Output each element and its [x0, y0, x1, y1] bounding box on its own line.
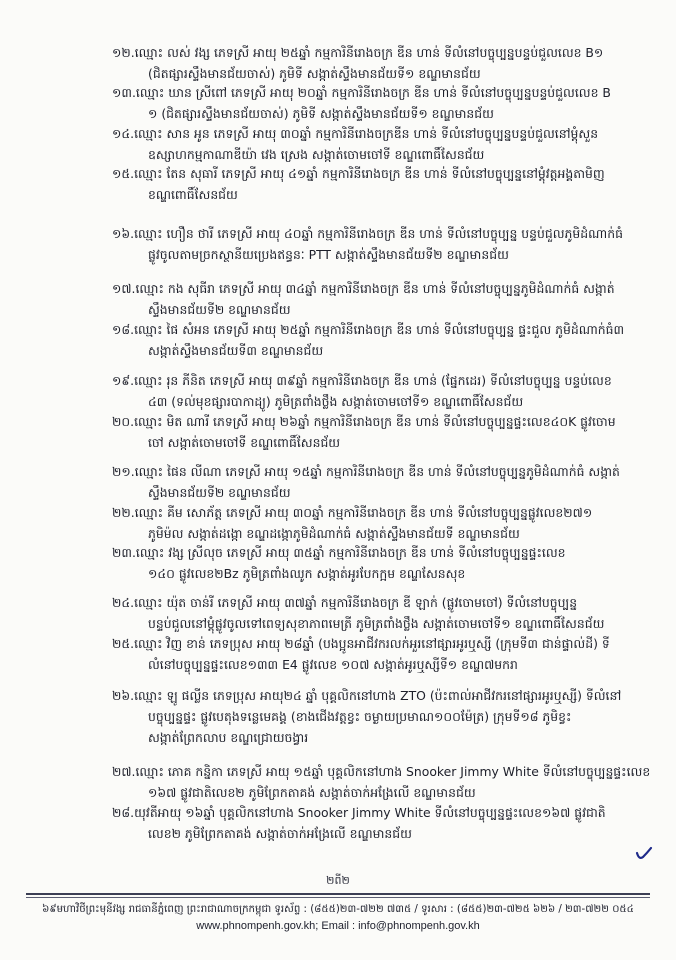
list-item-continuation: លេខ២ ភូមិព្រែកតាគង់ សង្កាត់ចាក់អង្រែលើ ខណ្ឌមានជ័យ — [148, 826, 412, 841]
list-item-text: ១៧.ឈ្មោះ កង សុធីរា ភេទស្រី អាយុ ៣៤ឆ្នាំ កម្មការិនីរោងចក្រ ឌីន ហាន់ ទីលំនៅបច្ចុប្បន្នភូមិដំណាក់ធំ សង្កាត់ — [112, 281, 615, 296]
list-item-text: ១៥.ឈ្មោះ តែន សុធារី ភេទស្រី អាយុ ៤១ឆ្នាំ កម្មការិនីរោងចក្រ ឌីន ហាន់ ទីលំនៅបច្ចុប្បន្ននៅម្តុំវត្តអង្គតាមិញ — [112, 166, 605, 181]
page-number: ២ពី២ — [326, 874, 350, 887]
list-item-text: ១៣.ឈ្មោះ ឃាន ស្រីពៅ ភេទស្រី អាយុ ២០ឆ្នាំ កម្មការិនីរោងចក្រ ឌីន ហាន់ ទីលំនៅបច្ចុប្បន្នបន្ទប់ជួលលេខ B — [112, 85, 611, 100]
list-item-continuation: ១ (ជិតផ្សារស្ទឹងមានជ័យចាស់) ភូមិទី សង្កាត់ស្ទឹងមានជ័យទី១ ខណ្ឌមានជ័យ — [148, 106, 494, 121]
list-item-continuation: ខណ្ឌពោធិ៍សែនជ័យ — [148, 187, 238, 202]
list-item — [112, 370, 652, 412]
list-item — [112, 163, 652, 205]
footer-address: ៦៩មហាវិថីព្រះមុនីវង្ស រាជធានីភ្នំពេញ ព្រះរាជាណាចក្រកម្ពុជា ទូរស័ព្ទ : (៨៥៥)២៣-៧២២ ៧៣៥ / ទូរសារ : (៨៥៥)២៣-៧២៥ ៦២៦ / ២៣-៧២២ ០៥៤ — [42, 904, 634, 915]
list-item-text: ២៣.ឈ្មោះ វង្ស ស្រីលុច ភេទស្រី អាយុ ៣៥ឆ្នាំ កម្មការិនីរោងចក្រ ឌីន ហាន់ ទីលំនៅបច្ចុប្បន្នផ្ទះលេខ — [112, 545, 566, 560]
list-item-continuation: ១៦៧ ផ្លូវជាតិលេខ២ ភូមិព្រែកតាគង់ សង្កាត់ចាក់អង្រែលើ ខណ្ឌមានជ័យ — [148, 785, 476, 800]
list-item — [112, 502, 652, 544]
list-item — [112, 278, 652, 320]
list-item-continuation: សង្កាត់ស្ទឹងមានជ័យទី៣ ខណ្ឌមានជ័យ — [148, 343, 324, 358]
list-item-continuation: បច្ចុប្បន្នផ្ទះ ផ្លូវបេតុងទន្លេមេគង្គ (ខាងជើងវត្តខ្វះ ចម្ងាយប្រមាណ១០០ម៉ែត្រ) ក្រុមទី១៨ ភូមិខ្វះ — [148, 709, 572, 724]
list-item-continuation: ផ្លូវចូលតាមច្រកស្ថានីយប្រេងឥន្ធនៈ PTT សង្កាត់ស្ទឹងមានជ័យទី២ ខណ្ឌមានជ័យ — [148, 247, 509, 262]
list-item — [112, 685, 652, 748]
list-item — [112, 223, 652, 265]
list-item-continuation: ១៤០ ផ្លូវលេខ២Bz ភូមិត្រពាំងឈូក សង្កាត់អូរបែកក្អម ខណ្ឌសែនសុខ — [148, 566, 466, 581]
list-item — [112, 802, 652, 844]
list-item-continuation: សង្កាត់ព្រែកលាប ខណ្ឌជ្រោយចង្វារ — [148, 730, 309, 745]
list-item — [112, 633, 652, 675]
list-item — [112, 82, 652, 124]
list-item-text: ១៤.ឈ្មោះ សាន អូន ភេទស្រី អាយុ ៣០ឆ្នាំ កម្មការិនីរោងចក្រឌីន ហាន់ ទីលំនៅបច្ចុប្បន្នបន្ទប់ជួលនៅម្តុំសួន — [112, 126, 599, 141]
list-item — [112, 42, 652, 84]
list-item-text: ២៧.ឈ្មោះ ភោគ កន្និកា ភេទស្រី អាយុ ១៥ឆ្នាំ បុគ្គលិកនៅហាង Snooker Jimmy White ទីលំនៅបច្ចុប្បន្នផ្ទះលេខ — [112, 764, 651, 779]
list-item-text: ២៥.ឈ្មោះ វិញ ខាន់ ភេទប្រុស អាយុ ២៨ឆ្នាំ (បងប្អូនអាជីវករលក់អួរនៅផ្សារអូរឬស្សី (ក្រុមទី៣ ជាន់ផ្ទាល់ដី) ទី — [112, 636, 610, 651]
handwritten-check-mark-icon — [634, 846, 654, 862]
footer-rule — [26, 893, 650, 895]
list-item-continuation: ភូមិម៉ល សង្កាត់ដង្កោ ខណ្ឌដង្កោភូមិដំណាក់ធំ សង្កាត់ស្ទឹងមានជ័យទី ខណ្ឌមានជ័យ — [148, 526, 520, 541]
list-item — [112, 542, 652, 584]
list-item-text: ១៦.ឈ្មោះ ហឿន ថារី ភេទស្រី អាយុ ៤០ឆ្នាំ កម្មការិនីរោងចក្រ ឌីន ហាន់ ទីលំនៅបច្ចុប្បន្ន បន្ទប់ជួលភូមិដំណាក់ធំ — [112, 226, 623, 241]
list-item-continuation: លំនៅបច្ចុប្បន្នផ្ទះលេខ១៣៣ E4 ផ្លូវលេខ ១០៧ សង្កាត់អូរឬស្សីទី១ ខណ្ឌ៧មករា — [148, 657, 518, 672]
footer-website: www.phnompenh.gov.kh; Email : info@phnompenh.gov.kh — [196, 920, 480, 932]
list-item-text: ២៦.ឈ្មោះ ឡូ ផល្លីន ភេទប្រុស អាយុ២៤ ឆ្នាំ បុគ្គលិកនៅហាង ZTO (ប៉ះពាល់អាជីវករនៅផ្សារអូរឬស្សី) ទីលំនៅ — [112, 688, 622, 703]
list-item — [112, 411, 652, 453]
list-item-text: ១៨.ឈ្មោះ ផៃ សំអន ភេទស្រី អាយុ ២៥ឆ្នាំ កម្មការិនីរោងចក្រ ឌីន ហាន់ ទីលំនៅបច្ចុប្បន្ន ផ្ទះជួល ភូមិដំណាក់ធំ៣ — [112, 322, 625, 337]
list-item — [112, 319, 652, 361]
list-item-text: ២៤.ឈ្មោះ យ៉ុត ចាន់រី ភេទស្រី អាយុ ៣៧ឆ្នាំ កម្មការិនីរោងចក្រ ឌី ឡាក់ (ផ្លូវចោមចៅ) ទីលំនៅបច្ចុប្បន្ន — [112, 595, 578, 610]
list-item — [112, 592, 652, 634]
list-item-text: ១២.ឈ្មោះ លស់ វង្ស ភេទស្រី អាយុ ២៥ឆ្នាំ កម្មការិនីរោងចក្រ ឌីន ហាន់ ទីលំនៅបច្ចុប្បន្នបន្ទប់ជួលលេខ B១ — [112, 45, 604, 60]
list-item-continuation: ស្ទឹងមានជ័យទី២ ខណ្ឌមានជ័យ — [148, 485, 291, 500]
list-item-text: ២១.ឈ្មោះ ផៃន លីណា ភេទស្រី អាយុ ១៥ឆ្នាំ កម្មការិនីរោងចក្រ ឌីន ហាន់ ទីលំនៅបច្ចុប្បន្នភូមិដំណាក់ធំ សង្កាត់ — [112, 464, 620, 479]
list-item-text: ២៨.យុវតីអាយុ ១៦ឆ្នាំ បុគ្គលិកនៅហាង Snooker Jimmy White ទីលំនៅបច្ចុប្បន្នផ្ទះលេខ១៦៧ ផ្លូវជាតិ — [112, 805, 606, 820]
list-item-continuation: ស្ទឹងមានជ័យទី២ ខណ្ឌមានជ័យ — [148, 302, 291, 317]
footer-rule-thin — [26, 897, 650, 898]
list-item — [112, 761, 652, 803]
list-item-text: ២២.ឈ្មោះ គីម សោភ័ត្ត ភេទស្រី អាយុ ៣០ឆ្នាំ កម្មការិនីរោងចក្រ ឌីន ហាន់ ទីលំនៅបច្ចុប្បន្នផ្លូវលេខ២៧១ — [112, 505, 593, 520]
list-item-continuation: (ជិតផ្សារស្ទឹងមានជ័យចាស់) ភូមិទី សង្កាត់ស្ទឹងមានជ័យទី១ ខណ្ឌមានជ័យ — [148, 66, 481, 81]
list-item-text: ១៩.ឈ្មោះ រុន ភីនិត ភេទស្រី អាយុ ៣៩ឆ្នាំ កម្មការិនីរោងចក្រ ឌីន ហាន់ (ផ្នែកដេរ) ទីលំនៅបច្ចុប្បន្ន បន្ទប់លេខ — [112, 373, 612, 388]
list-item-text: ២០.ឈ្មោះ មិត ណារី ភេទស្រី អាយុ ២៦ឆ្នាំ កម្មការិនីរោងចក្រ ឌីន ហាន់ ទីលំនៅបច្ចុប្បន្នផ្ទះលេខ៤០K ផ្លូវចោម — [112, 414, 616, 429]
list-item — [112, 461, 652, 503]
list-item-continuation: ចៅ សង្កាត់ចោមចៅទី ខណ្ឌពោធិ៍សែនជ័យ — [148, 435, 341, 450]
list-item-continuation: បន្ទប់ជួលនៅម្តុំផ្លូវចូលទៅពេទ្យសុខាភាពមេត្រី ភូមិត្រពាំងថ្លឹង សង្កាត់ចោមចៅទី១ ខណ្ឌពោធិ៍សែនជ័យ — [148, 616, 605, 631]
list-item — [112, 123, 652, 165]
list-item-continuation: ៤៣ (ទល់មុខផ្សារបាកាដ្យូ) ភូមិត្រពាំងថ្លឹង សង្កាត់ចោមចៅទី១ ខណ្ឌពោធិ៍សែនជ័យ — [148, 394, 524, 409]
list-item-continuation: ឧស្សាហកម្មកាណាឌីយ៉ា វេង ស្រេង សង្កាត់ចោមចៅទី ខណ្ឌពោធិ៍សែនជ័យ — [148, 147, 485, 162]
